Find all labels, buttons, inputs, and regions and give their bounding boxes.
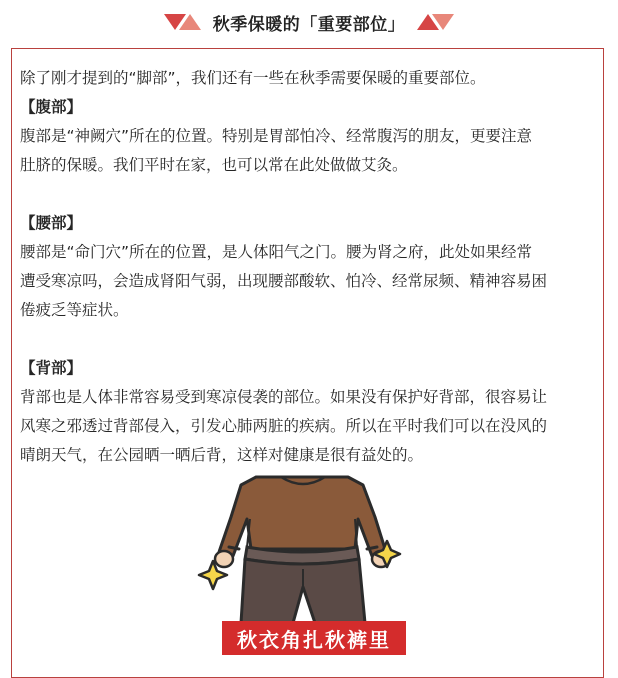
waist-line-1: 腰部是“命门穴”所在的位置，是人体阳气之门。腰为肾之府，此处如果经常 [20,243,533,261]
paragraph-gap [20,180,600,209]
waist-line-3: 倦疲乏等症状。 [20,301,129,319]
abdomen-line-1: 腹部是“神阙穴”所在的位置。特别是胃部怕冷、经常腹泻的朋友，更要注意 [20,127,533,145]
article-body [20,64,600,470]
back-line-2: 风寒之邪透过背部侵入，引发心肺两脏的疾病。所以在平时我们可以在没风的 [20,417,548,435]
paragraph-gap [20,325,600,354]
illustration-caption: 秋衣角扎秋裤里 [222,621,406,655]
heading-waist: 【腰部】 [20,214,83,232]
left-triangles-icon [164,14,201,30]
pants-icon [241,559,365,623]
waist-line-2: 遭受寒凉吗，会造成肾阳气弱，出现腰部酸软、怕冷、经常尿频、精神容易困 [20,272,548,290]
section-header [0,4,618,40]
intro-paragraph: 除了刚才提到的“脚部”，我们还有一些在秋季需要保暖的重要部位。 [20,69,486,87]
heading-abdomen: 【腹部】 [20,98,83,116]
back-line-1: 背部也是人体非常容易受到寒凉侵袭的部位。如果没有保护好背部，很容易让 [20,388,548,406]
right-triangles-icon [417,14,454,30]
heading-back: 【背部】 [20,359,83,377]
sweater-icon [219,477,386,556]
abdomen-line-2: 肚脐的保暖。我们平时在家，也可以常在此处做做艾灸。 [20,156,408,174]
back-line-3: 晴朗天气，在公园晒一晒后背，这样对健康是很有益处的。 [20,446,424,464]
section-title: 秋季保暖的「重要部位」 [212,14,406,35]
